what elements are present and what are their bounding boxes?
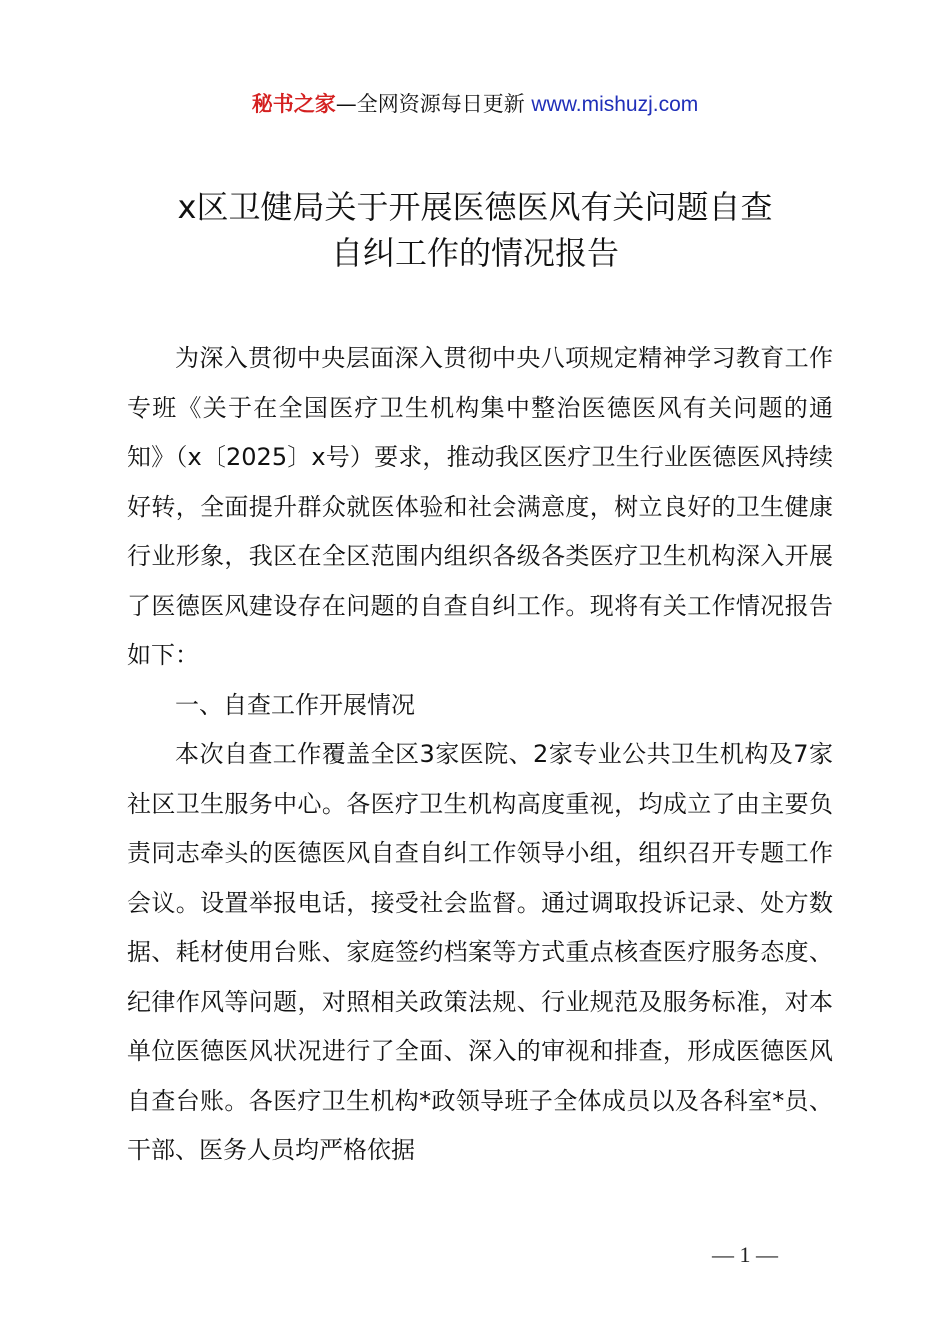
site-header (0, 88, 950, 121)
document-body (127, 334, 833, 1176)
site-brand: 秘书之家 (251, 92, 336, 116)
site-tagline: —全网资源每日更新 (335, 92, 532, 116)
document-title-line2: 自纠工作的情况报告 (330, 234, 619, 272)
body-paragraph-intro: 为深入贯彻中央层面深入贯彻中央八项规定精神学习教育工作专班《关于在全国医疗卫生机构集中整治医德医风有关问题的通知》（x〔2025〕x号）要求，推动我区医疗卫生行业医德医风持续好转，全面提升群众就医体验和社会满意度，树立良好的卫生健康行业形象，我区在全区范围内组织各级各类医疗卫生机构深入开展了医德医风建设存在问题的自查自纠工作。现将有关工作情况报告如下： (127, 344, 833, 669)
document-title-line1: x区卫健局关于开展医德医风有关问题自查 (177, 188, 773, 226)
site-url-link[interactable]: www.mishuzj.com (531, 93, 699, 116)
document-title (80, 184, 870, 276)
page-number: — 1 — (712, 1242, 778, 1267)
body-paragraph-section1: 本次自查工作覆盖全区3家医院、2家专业公共卫生机构及7家社区卫生服务中心。各医疗卫生机构高度重视，均成立了由主要负责同志牵头的医德医风自查自纠工作领导小组，组织召开专题工作会议。设置举报电话，接受社会监督。通过调取投诉记录、处方数据、耗材使用台账、家庭签约档案等方式重点核查医疗服务态度、纪律作风等问题，对照相关政策法规、行业规范及服务标准，对本单位医德医风状况进行了全面、深入的审视和排查，形成医德医风自查台账。各医疗卫生机构*政领导班子全体成员以及各科室*员、干部、医务人员均严格依据 (127, 740, 833, 1164)
section-heading-1: 一、自查工作开展情况 (175, 690, 415, 719)
